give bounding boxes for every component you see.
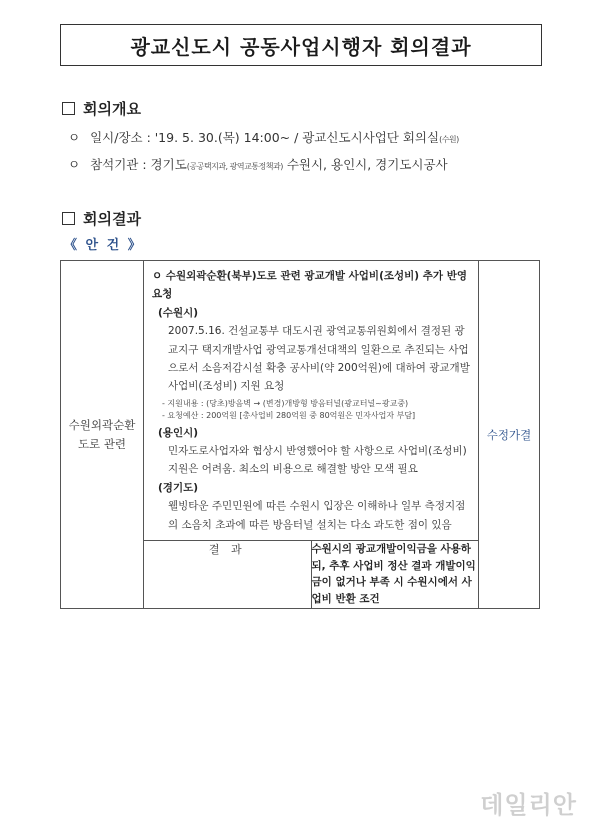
square-bullet-icon xyxy=(62,102,75,115)
group-suwon-text: 2007.5.16. 건설교통부 대도시권 광역교통위원회에서 결정된 광교지구 택지개발사업 광역교통개선대책의 일환으로 추진되는 사업으로서 소음저감시설 확충 공사비(약 200억원)에 대하여 광교개발 사업비(조성비) 지원 요청 xyxy=(168,325,470,393)
agenda-label: 《 안 건 》 xyxy=(64,238,143,253)
result-text: 수원시의 광교개발이익금을 사용하되, 추후 사업비 정산 결과 개발이익금이 없거나 부족 시 수원시에서 사업비 반환 조건 xyxy=(311,540,479,608)
agenda-subject-line: 수원외곽순환 xyxy=(68,418,136,433)
agenda-content-cell xyxy=(144,261,479,541)
result-label: 결 과 xyxy=(144,540,312,608)
overview-item-note: (공공택지과, 광역교통정책과) xyxy=(186,162,283,171)
circle-bullet-icon: ㅇ xyxy=(68,157,81,172)
overview-item-label: 참석기관 : xyxy=(90,157,151,172)
circle-bullet-icon: ㅇ xyxy=(68,130,81,145)
agenda-decision-cell: 수정가결 xyxy=(479,261,540,609)
agenda-table xyxy=(60,260,540,609)
overview-item-note: (수원) xyxy=(439,135,459,144)
agenda-item-title: ㅇ 수원외곽순환(북부)도로 관련 광교개발 사업비(조성비) 추가 반영 요청 xyxy=(152,270,467,301)
overview-heading xyxy=(62,98,141,119)
group-suwon-sub-budget: - 요청예산 : 200억원 [총사업비 280억원 중 80억원은 민자사업자 부담] xyxy=(162,410,416,420)
overview-item-text-prefix: 경기도 xyxy=(150,157,187,172)
group-suwon-label: (수원시) xyxy=(158,306,199,319)
results-heading xyxy=(62,208,141,229)
square-bullet-icon xyxy=(62,212,75,225)
overview-item-text: '19. 5. 30.(목) 14:00~ / 광교신도시사업단 회의실 xyxy=(154,130,440,145)
results-heading-text: 회의결과 xyxy=(83,210,141,228)
group-suwon-sub-support: - 지원내용 : (당초)방음벽 → (변경)개방형 방음터널(광교터널~광교중) xyxy=(162,398,409,408)
group-yongin-text: 민자도로사업자와 협상시 반영했어야 할 사항으로 사업비(조성비) 지원은 어려움. 최소의 비용으로 해결할 방안 모색 필요 xyxy=(168,445,467,476)
overview-item-attendees xyxy=(68,155,448,173)
overview-heading-text: 회의개요 xyxy=(83,100,141,118)
overview-item-datetime xyxy=(68,128,459,146)
agenda-subject-line: 도로 관련 xyxy=(77,436,127,451)
watermark-logo: 데일리안 xyxy=(480,791,577,819)
group-gyeonggi-text: 웰빙타운 주민민원에 따른 수원시 입장은 이해하나 일부 측정지점의 소음치 초과에 따른 방음터널 설치는 다소 과도한 점이 있음 xyxy=(168,500,466,531)
overview-item-label: 일시/장소 : xyxy=(90,130,155,145)
group-yongin-label: (용인시) xyxy=(158,426,199,439)
overview-item-text-suffix: 수원시, 용인시, 경기도시공사 xyxy=(282,157,448,172)
agenda-subject-cell xyxy=(61,261,144,609)
group-gyeonggi-label: (경기도) xyxy=(158,481,199,494)
document-title: 광교신도시 공동사업시행자 회의결과 xyxy=(60,24,542,66)
